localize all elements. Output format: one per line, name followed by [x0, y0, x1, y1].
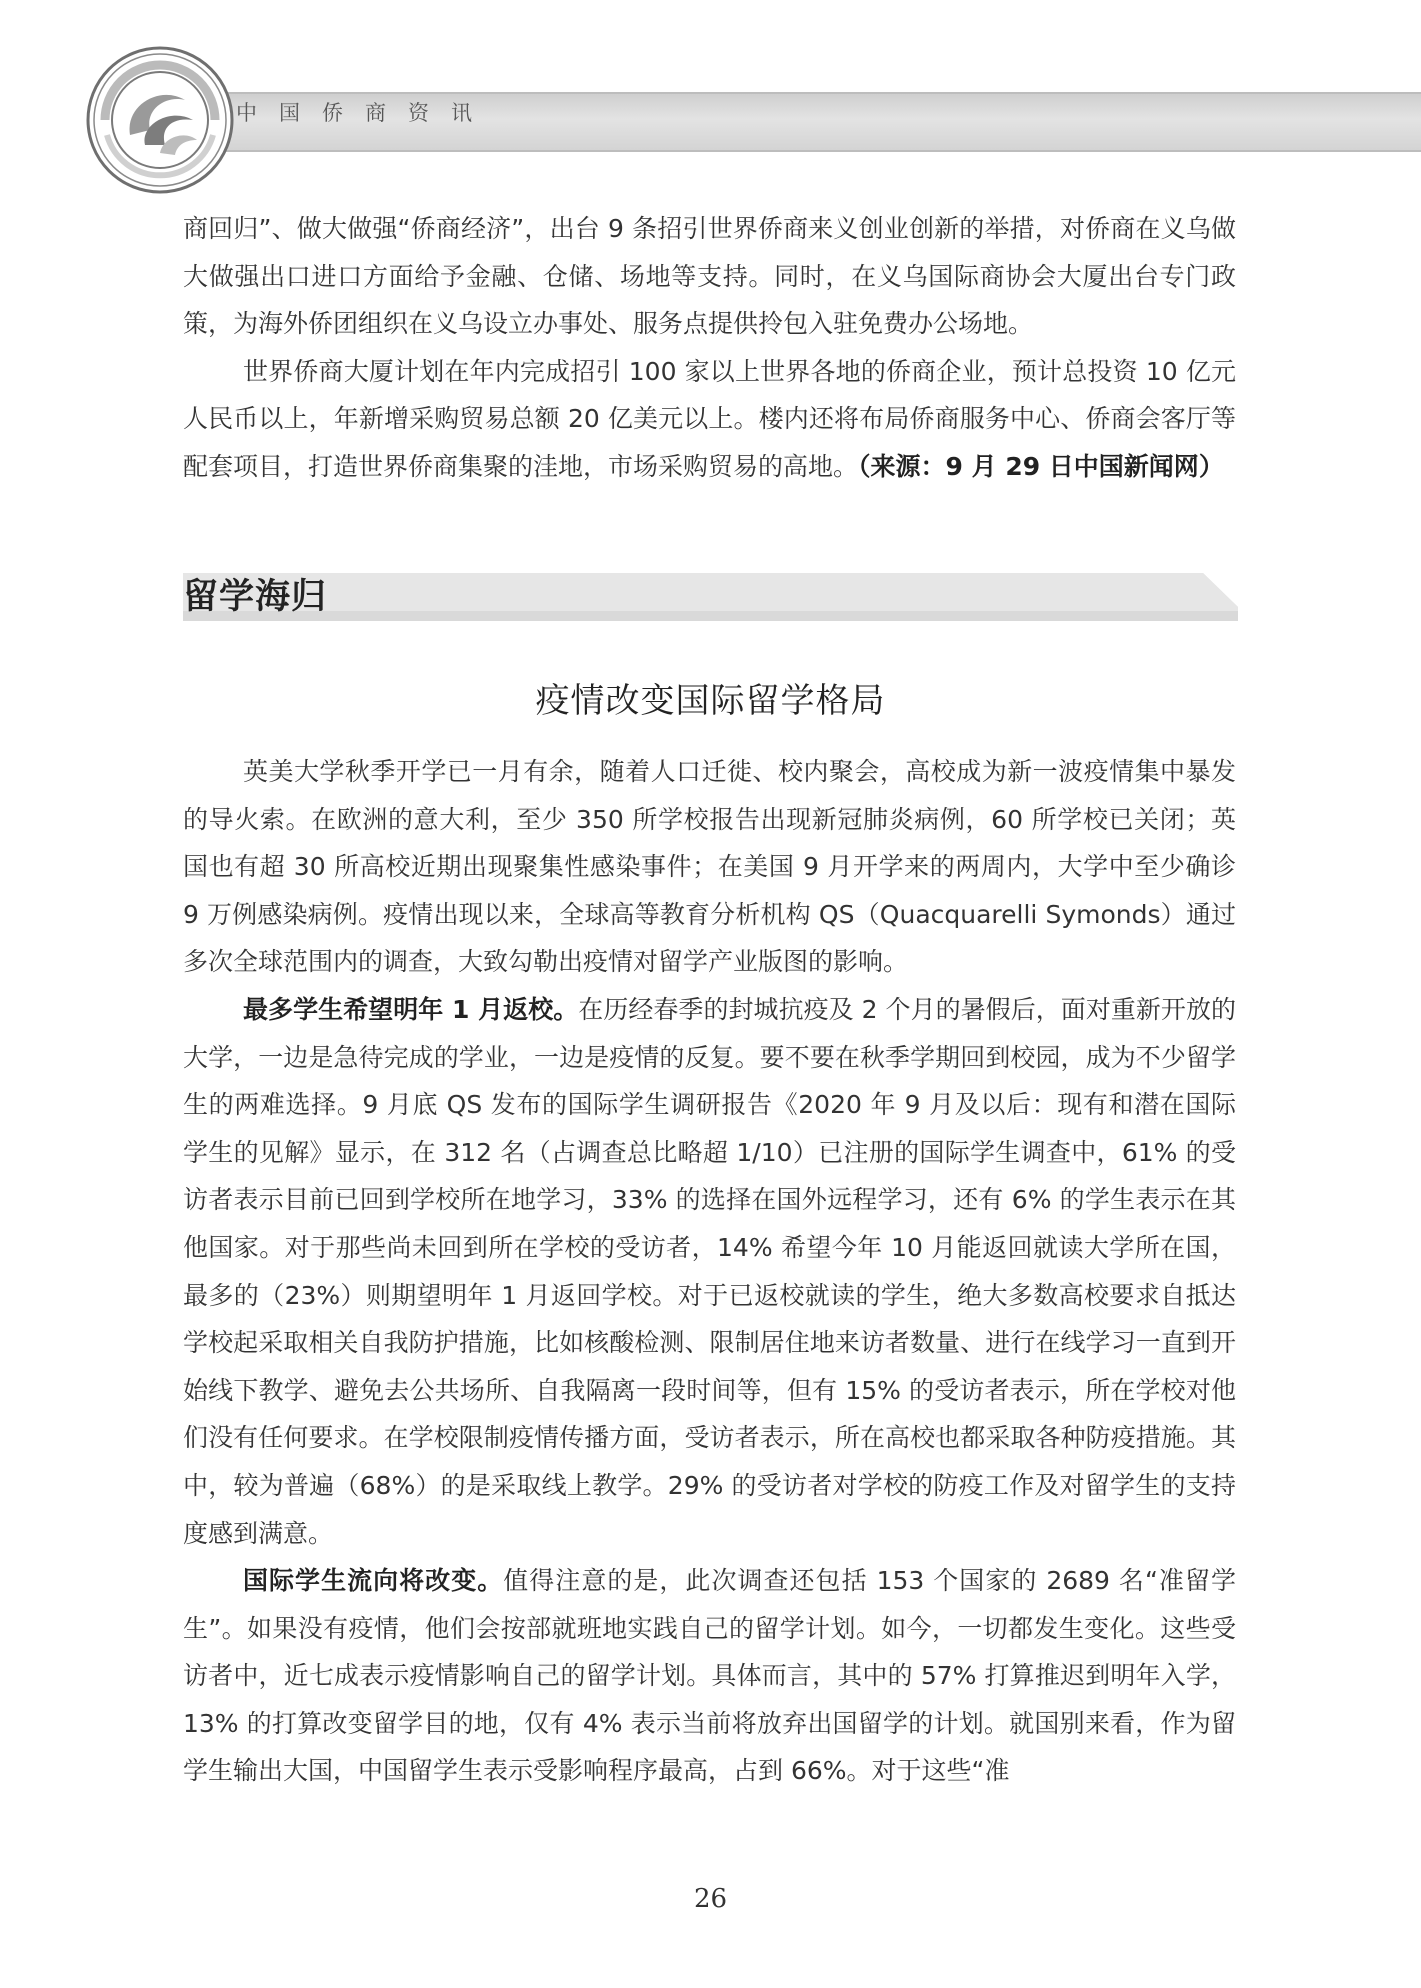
paragraph [183, 986, 1236, 1557]
page-number: 26 [693, 1884, 728, 1914]
paragraph [183, 348, 1236, 491]
paragraph: 商回归”、做大做强“侨商经济”，出台 9 条招引世界侨商来义创业创新的举措，对侨商在义乌做大做强出口进口方面给予金融、仓储、场地等支持。同时，在义乌国际商协会大厦出台专门政策，为海外侨团组织在义乌设立办事处、服务点提供拎包入驻免费办公场地。 [183, 214, 1236, 339]
publication-title: 中国侨商资讯 [236, 101, 494, 125]
paragraph [183, 1557, 1236, 1795]
top-section [183, 205, 1236, 491]
source-citation: （来源：9 月 29 日中国新闻网） [858, 451, 1224, 481]
federation-logo [85, 45, 235, 195]
paragraph-text: 值得注意的是，此次调查还包括 153 个国家的 2689 名“准留学生”。如果没有疫情，他们会按部就班地实践自己的留学计划。如今，一切都发生变化。这些受访者中，近七成表示疫情影响自己的留学计划。具体而言，其中的 57% 打算推迟到明年入学，13% 的打算改变留学目的地，仅有 4% 表示当前将放弃出国留学的计划。就国别来看，作为留学生输出大国，中国留学生表示受影响程序最高，占到 66%。对于这些“准 [183, 1566, 1236, 1786]
paragraph: 英美大学秋季开学已一月有余，随着人口迁徙、校内聚会，高校成为新一波疫情集中暴发的导火索。在欧洲的意大利，至少 350 所学校报告出现新冠肺炎病例，60 所学校已关闭；英国也有超 30 所高校近期出现聚集性感染事件；在美国 9 月开学来的两周内，大学中至少确诊 9 万例感染病例。疫情出现以来，全球高等教育分析机构 QS（Quacquarelli Symonds）通过多次全球范围内的调查，大致勾勒出疫情对留学产业版图的影响。 [183, 757, 1236, 977]
paragraph-text: 在历经春季的封城抗疫及 2 个月的暑假后，面对重新开放的大学，一边是急待完成的学业，一边是疫情的反复。要不要在秋季学期回到校园，成为不少留学生的两难选择。9 月底 QS 发布的国际学生调研报告《2020 年 9 月及以后：现有和潜在国际学生的见解》显示，在 312 名（占调查总比略超 1/10）已注册的国际学生调查中，61% 的受访者表示目前已回到学校所在地学习，33% 的选择在国外远程学习，还有 6% 的学生表示在其他国家。对于那些尚未回到所在学校的受访者，14% 希望今年 10 月能返回就读大学所在国，最多的（23%）则期望明年 1 月返回学校。对于已返校就读的学生，绝大多数高校要求自抵达学校起采取相关自我防护措施，比如核酸检测、限制居住地来访者数量、进行在线学习一直到开始线下教学、避免去公共场所、自我隔离一段时间等，但有 15% 的受访者表示，所在学校对他们没有任何要求。在学校限制疫情传播方面，受访者表示，所在高校也都采取各种防疫措施。其中，较为普遍（68%）的是采取线上教学。29% 的受访者对学校的防疫工作及对留学生的支持度感到满意。 [183, 994, 1236, 1548]
paragraph-lead: 最多学生希望明年 1 月返校。 [243, 994, 579, 1024]
paragraph-lead: 国际学生流向将改变。 [243, 1566, 504, 1596]
article-title: 疫情改变国际留学格局 [535, 681, 886, 721]
article-body [183, 748, 1236, 1795]
section-heading: 留学海归 [183, 576, 328, 617]
paragraph-text: 世界侨商大厦计划在年内完成招引 100 家以上世界各地的侨商企业，预计总投资 10 亿元人民币以上，年新增采购贸易总额 20 亿美元以上。楼内还将布局侨商服务中心、侨商会客厅等配套项目，打造世界侨商集聚的洼地，市场采购贸易的高地。 [183, 356, 1236, 481]
section-bar [183, 573, 1238, 621]
